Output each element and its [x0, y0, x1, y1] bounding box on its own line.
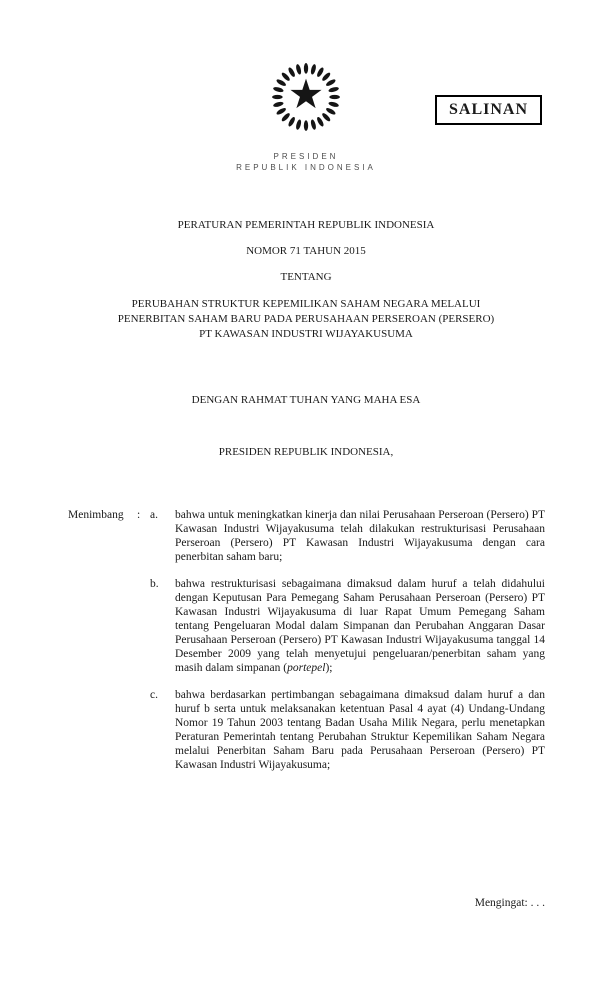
emblem-wrap [0, 0, 612, 173]
salinan-stamp: SALINAN [435, 95, 542, 125]
item-text: bahwa berdasarkan pertimbangan sebagaimana dimaksud dalam huruf a dan huruf b serta untuk melaksanakan ketentuan Pasal 4 ayat (4) Undang-Undang Nomor 19 Tahun 2003 tentang Badan Usaha Milik Negara, perlu menetapkan Peraturan Pemerintah tentang Perubahan Struktur Kepemilikan Saham Negara melalui Penerbitan Saham Baru pada Perusahaan Perseroan (Persero) PT Kawasan Industri Wijayakusuma; [175, 689, 545, 771]
regulation-title: PERATURAN PEMERINTAH REPUBLIK INDONESIA [177, 219, 435, 231]
item-text-italic: portepel [287, 662, 326, 674]
considering-item-a [68, 508, 545, 564]
subject-line2: PENERBITAN SAHAM BARU PADA PERUSAHAAN PERSEROAN (PERSERO) [117, 313, 495, 325]
regulation-number: NOMOR 71 TAHUN 2015 [246, 245, 366, 257]
considering-label: Menimbang [68, 509, 124, 521]
invocation-line: DENGAN RAHMAT TUHAN YANG MAHA ESA [191, 394, 421, 406]
item-text-after: ); [325, 662, 333, 674]
subject-line3: PT KAWASAN INDUSTRI WIJAYAKUSUMA [199, 328, 413, 340]
title-block [0, 219, 612, 342]
authority-line: PRESIDEN REPUBLIK INDONESIA, [218, 446, 394, 458]
continuation-note: Mengingat: . . . [474, 897, 545, 909]
considering-item-b [68, 577, 545, 675]
letterhead-line1: PRESIDEN [273, 152, 339, 161]
considering-item-c [68, 688, 545, 772]
item-text [175, 577, 545, 675]
considering-colon: : [137, 509, 141, 521]
tentang-label: TENTANG [280, 271, 332, 283]
regulation-subject [71, 297, 541, 342]
letterhead-line2: REPUBLIK INDONESIA [236, 163, 376, 172]
item-letter: c. [150, 689, 158, 701]
item-text: bahwa untuk meningkatkan kinerja dan nilai Perusahaan Perseroan (Persero) PT Kawasan Industri Wijayakusuma telah dilakukan restrukturisasi Perusahaan Perseroan (Persero) PT Kawasan Industri Wijayakusuma dengan cara penerbitan saham baru; [175, 509, 545, 563]
item-letter: b. [150, 578, 159, 590]
item-text-before: bahwa restrukturisasi sebagaimana dimaksud dalam huruf a telah didahului dengan Keputusan Para Pemegang Saham Perusahaan Perseroan (Persero) PT Kawasan Industri Wijayakusuma di luar Rapat Umum Pemegang Saham tentang Pengeluaran Modal dalam Simpanan dan Perubahan Anggaran Dasar Perusahaan Perseroan (Persero) PT Kawasan Industri Wijayakusuma tanggal 14 Desember 2009 yang telah menyetujui pengeluaran/penerbitan saham yang masih dalam simpanan ( [175, 578, 545, 674]
subject-line1: PERUBAHAN STRUKTUR KEPEMILIKAN SAHAM NEGARA MELALUI [131, 298, 481, 310]
item-letter: a. [150, 509, 158, 521]
considering-section [68, 508, 545, 772]
presidential-seal-icon [260, 56, 352, 140]
letterhead [0, 151, 612, 173]
